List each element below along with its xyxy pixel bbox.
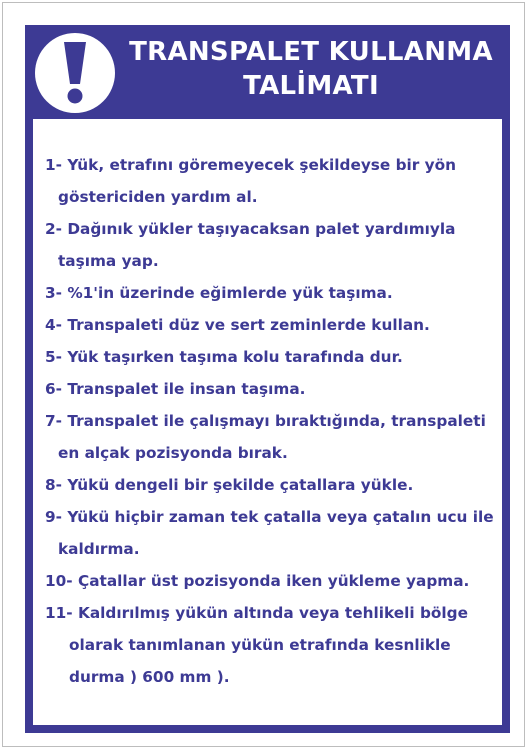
instruction-item: [45, 405, 495, 469]
instruction-item: [45, 501, 495, 565]
title-line-1: TRANSPALET KULLANMA: [129, 37, 493, 67]
instruction-line: 4- Transpaleti düz ve sert zeminlerde kullan.: [45, 316, 430, 334]
instruction-sign: [25, 25, 510, 733]
exclamation-icon: [35, 33, 115, 113]
instruction-line: taşıma yap.: [58, 252, 159, 270]
instruction-line: göstericiden yardım al.: [58, 188, 258, 206]
instruction-line: 8- Yükü dengeli bir şekilde çatallara yükle.: [45, 476, 414, 494]
instruction-line: olarak tanımlanan yükün etrafında kesnlikle: [69, 636, 451, 654]
instruction-item: [45, 565, 495, 597]
instruction-line: 2- Dağınık yükler taşıyacaksan palet yardımıyla: [45, 220, 456, 238]
instruction-item: [45, 597, 495, 693]
instruction-item: [45, 277, 495, 309]
instruction-line: 9- Yükü hiçbir zaman tek çatalla veya çatalın ucu ile: [45, 508, 494, 526]
instruction-line: en alçak pozisyonda bırak.: [58, 444, 288, 462]
instruction-line: 3- %1'in üzerinde eğimlerde yük taşıma.: [45, 284, 393, 302]
instruction-item: [45, 341, 495, 373]
sign-sheet: [2, 2, 525, 747]
instructions-panel: [33, 119, 502, 725]
instruction-line: kaldırma.: [58, 540, 140, 558]
instruction-line: 10- Çatallar üst pozisyonda iken yükleme yapma.: [45, 572, 470, 590]
title-line-2: TALİMATI: [243, 71, 379, 101]
instruction-item: [45, 149, 495, 213]
instruction-list: [45, 149, 495, 693]
instruction-line: 6- Transpalet ile insan taşıma.: [45, 380, 306, 398]
instruction-line: 5- Yük taşırken taşıma kolu tarafında dur.: [45, 348, 403, 366]
instruction-line: durma ) 600 mm ).: [69, 668, 230, 686]
instruction-item: [45, 309, 495, 341]
instruction-line: 1- Yük, etrafını göremeyecek şekildeyse bir yön: [45, 156, 457, 174]
instruction-item: [45, 373, 495, 405]
instruction-line: 11- Kaldırılmış yükün altında veya tehlikeli bölge: [45, 604, 468, 622]
instruction-line: 7- Transpalet ile çalışmayı bıraktığında, transpaleti: [45, 412, 486, 430]
sign-title: [121, 35, 501, 103]
instruction-item: [45, 213, 495, 277]
instruction-item: [45, 469, 495, 501]
sign-header: [25, 25, 510, 117]
